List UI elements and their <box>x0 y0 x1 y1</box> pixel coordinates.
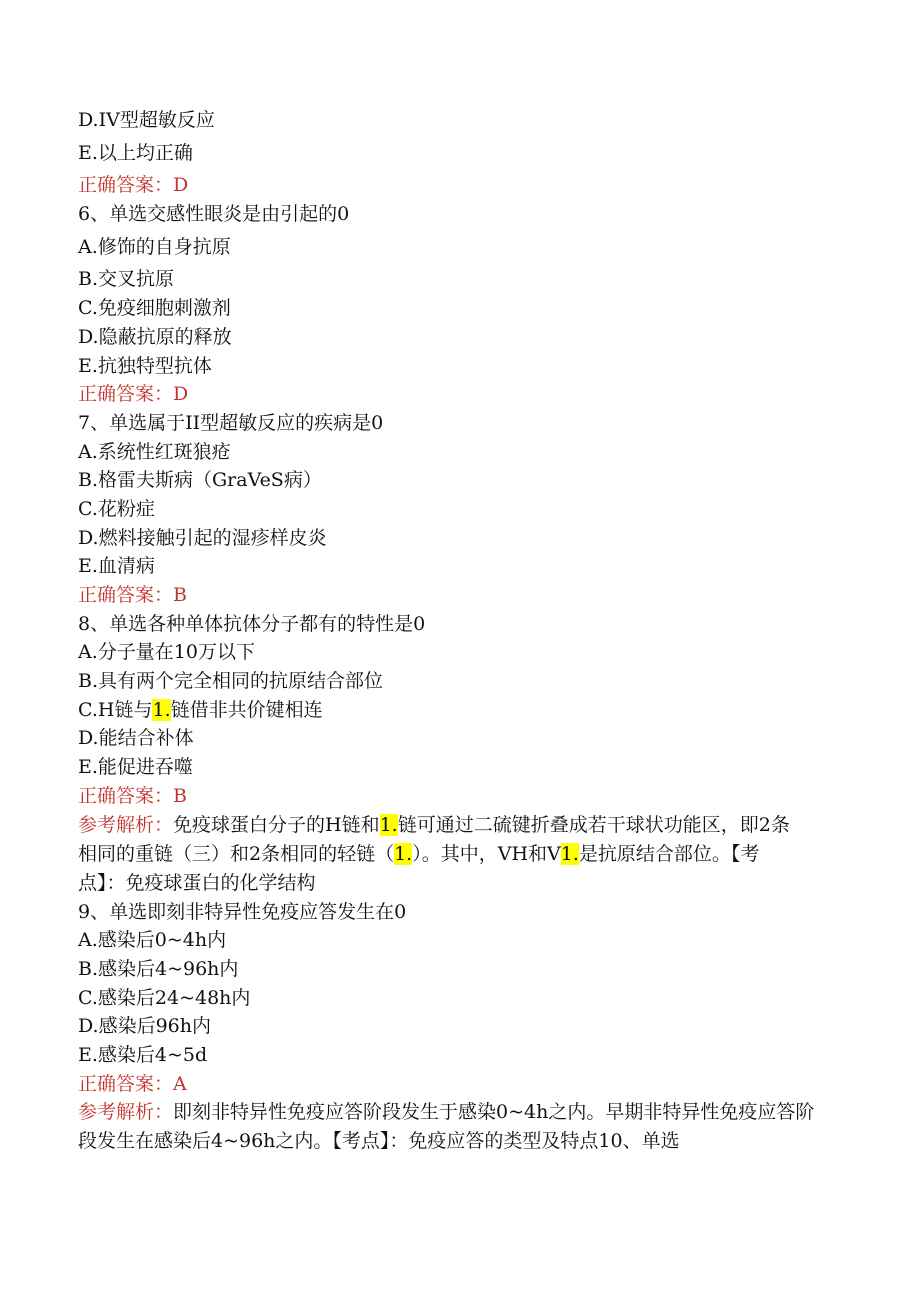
q8-option-c-pre: C.H链与 <box>78 698 153 721</box>
q9-analysis <box>78 1098 823 1156</box>
q8-option-b: B.具有两个完全相同的抗原结合部位 <box>78 670 384 693</box>
q9-analysis-text: 即刻非特异性免疫应答阶段发生于感染0~4h之内。早期非特异性免疫应答阶段发生在感染后4~96h之内。【考点】：免疫应答的类型及特点10、单选 <box>78 1101 815 1153</box>
q8-option-c <box>78 696 838 725</box>
q6-answer: 正确答案：D <box>78 383 189 406</box>
q7-option-a: A.系统性红斑狼疮 <box>78 440 231 463</box>
highlight-mark: 1. <box>394 842 413 865</box>
document-page <box>78 106 838 1156</box>
q8-analysis-part3: ）。其中，VH和V <box>412 842 561 865</box>
q7-option-b: B.格雷夫斯病（GraVeS病） <box>78 469 322 492</box>
q6-option-a: A.修饰的自身抗原 <box>78 235 231 258</box>
highlight-mark: 1. <box>560 842 579 865</box>
q8-answer: 正确答案：B <box>78 784 187 807</box>
q7-option-e: E.血清病 <box>78 555 155 578</box>
q9-option-b: B.感染后4~96h内 <box>78 957 239 980</box>
q6-option-b: B.交叉抗原 <box>78 268 175 291</box>
q5-answer: 正确答案：D <box>78 174 189 197</box>
q8-analysis-part2: 链可通过二硫键折叠成若干球状功能区，即2条相同的重链（三）和2条相同的轻链（ <box>78 813 790 865</box>
q8-stem: 8、单选各种单体抗体分子都有的特性是0 <box>78 612 426 635</box>
q9-option-c: C.感染后24~48h内 <box>78 986 251 1009</box>
q8-analysis-part1: 免疫球蛋白分子的H链和 <box>173 813 380 836</box>
q7-stem: 7、单选属于II型超敏反应的疾病是0 <box>78 411 384 434</box>
q7-option-d: D.燃料接触引起的湿疹样皮炎 <box>78 526 327 549</box>
q8-analysis <box>78 811 798 898</box>
q9-option-e: E.感染后4~5d <box>78 1043 208 1066</box>
highlight-mark: 1. <box>379 813 398 836</box>
q8-analysis-label: 参考解析： <box>78 813 174 836</box>
q8-option-c-post: 链借非共价键相连 <box>170 698 323 721</box>
q6-stem: 6、单选交感性眼炎是由引起的0 <box>78 203 350 226</box>
q9-option-a: A.感染后0~4h内 <box>78 929 227 952</box>
q9-stem: 9、单选即刻非特异性免疫应答发生在0 <box>78 900 407 923</box>
q6-option-e: E.抗独特型抗体 <box>78 354 212 377</box>
q5-option-d: D.IV型超敏反应 <box>78 109 215 131</box>
q9-option-d: D.感染后96h内 <box>78 1015 212 1038</box>
q5-option-e: E.以上均正确 <box>78 141 193 164</box>
q8-option-a: A.分子量在10万以下 <box>78 641 255 664</box>
q6-option-c: C.免疫细胞刺激剂 <box>78 297 231 320</box>
q7-answer: 正确答案：B <box>78 584 187 606</box>
q7-option-c: C.花粉症 <box>78 497 155 520</box>
q8-option-d: D.能结合补体 <box>78 727 194 750</box>
q9-answer: 正确答案：A <box>78 1072 187 1095</box>
q9-analysis-label: 参考解析： <box>78 1101 174 1124</box>
q8-analysis-part4: 是抗原结合部位。【考点】：免疫球蛋白的化学结构 <box>78 842 760 894</box>
q6-option-d: D.隐蔽抗原的释放 <box>78 325 232 348</box>
highlight-mark: 1. <box>152 698 171 721</box>
q8-option-e: E.能促进吞噬 <box>78 756 193 779</box>
